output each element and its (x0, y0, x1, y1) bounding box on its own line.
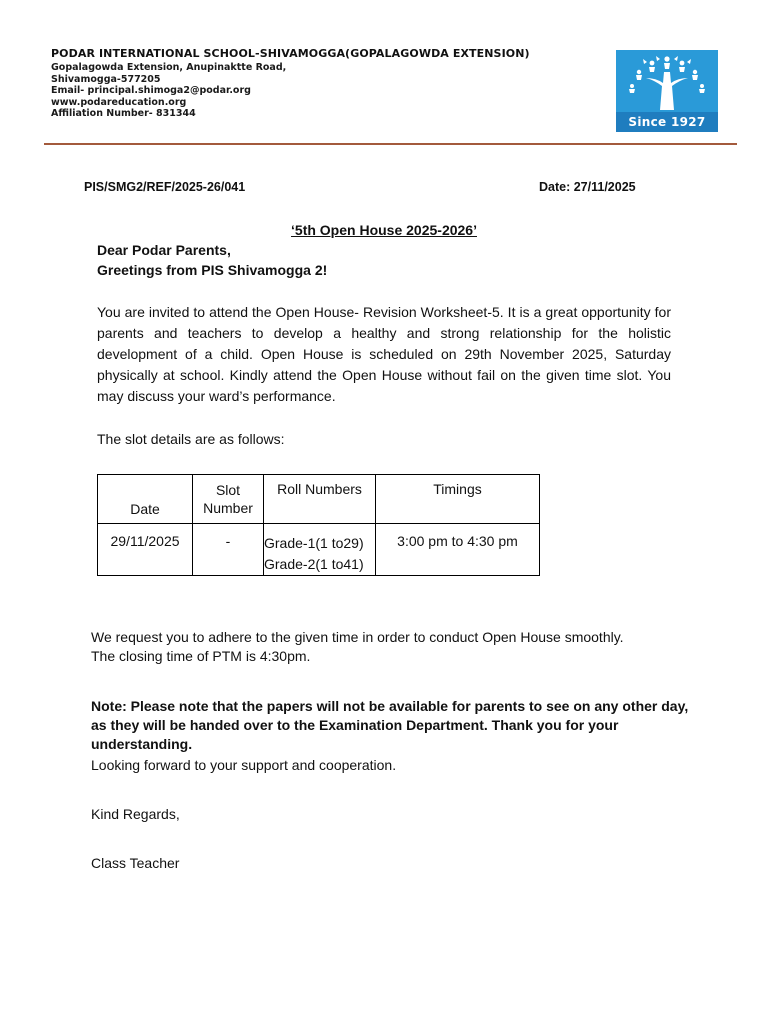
kind-regards: Kind Regards, (91, 806, 180, 822)
body-paragraph: You are invited to attend the Open House- Revision Worksheet-5. It is a great opportunity for parents and teachers to develop a healthy and strong relationship for the holistic development of a child. Open House is scheduled on 29th November 2025, Saturday physically at school. Kindly attend the Open House without fail on the given time slot. You may discuss your ward’s performance. (97, 304, 671, 404)
closing-line: Looking forward to your support and cooperation. (91, 757, 397, 773)
affiliation-number: Affiliation Number- 831344 (51, 108, 196, 120)
request-line-2: The closing time of PTM is 4:30pm. (91, 648, 311, 664)
cell-date: 29/11/2025 (98, 524, 193, 576)
tree-icon (616, 50, 718, 112)
request-line-1: We request you to adhere to the given time in order to conduct Open House smoothly. (91, 629, 624, 645)
school-name: PODAR INTERNATIONAL SCHOOL-SHIVAMOGGA(GOPALAGOWDA EXTENSION) (51, 47, 530, 60)
address-line-1: Gopalagowda Extension, Anupinaktte Road, (51, 62, 287, 73)
roll-grade-2: Grade-2(1 to41) (264, 556, 364, 572)
cell-slot: - (193, 524, 264, 576)
letter-date: Date: 27/11/2025 (539, 180, 636, 194)
school-website: www.podareducation.org (51, 96, 187, 108)
table-header-row (98, 475, 540, 524)
letterhead (51, 47, 591, 120)
request-block (91, 628, 691, 666)
header-timings: Timings (376, 475, 540, 524)
header-slot-number (193, 475, 264, 524)
header-divider (44, 143, 737, 145)
reference-number: PIS/SMG2/REF/2025-26/041 (84, 180, 246, 194)
cell-roll-numbers (264, 524, 376, 576)
table-row (98, 524, 540, 576)
signature-class-teacher: Class Teacher (91, 855, 180, 871)
letter-title: ‘5th Open House 2025-2026’ (291, 222, 477, 238)
since-1927-label: Since 1927 (616, 112, 718, 132)
salutation: Dear Podar Parents, (97, 242, 231, 258)
slot-table (97, 474, 540, 576)
roll-grade-1: Grade-1(1 to29) (264, 535, 364, 551)
cell-timings: 3:00 pm to 4:30 pm (376, 524, 540, 576)
header-roll-numbers: Roll Numbers (264, 475, 376, 524)
letter-title-wrap (0, 222, 768, 238)
school-logo (616, 50, 718, 132)
header-date: Date (98, 475, 193, 524)
greeting-line: Greetings from PIS Shivamogga 2! (97, 261, 328, 278)
school-email: Email- principal.shimoga2@podar.org (51, 85, 251, 97)
slot-intro: The slot details are as follows: (97, 431, 285, 447)
note-paragraph: Note: Please note that the papers will not be available for parents to see on any other day, as they will be handed over to the Examination Department. Thank you for your understanding. (91, 698, 689, 752)
greeting-block (97, 241, 327, 280)
header-slot-number-text: Slot Number (203, 482, 253, 516)
address-line-2: Shivamogga-577205 (51, 73, 161, 85)
